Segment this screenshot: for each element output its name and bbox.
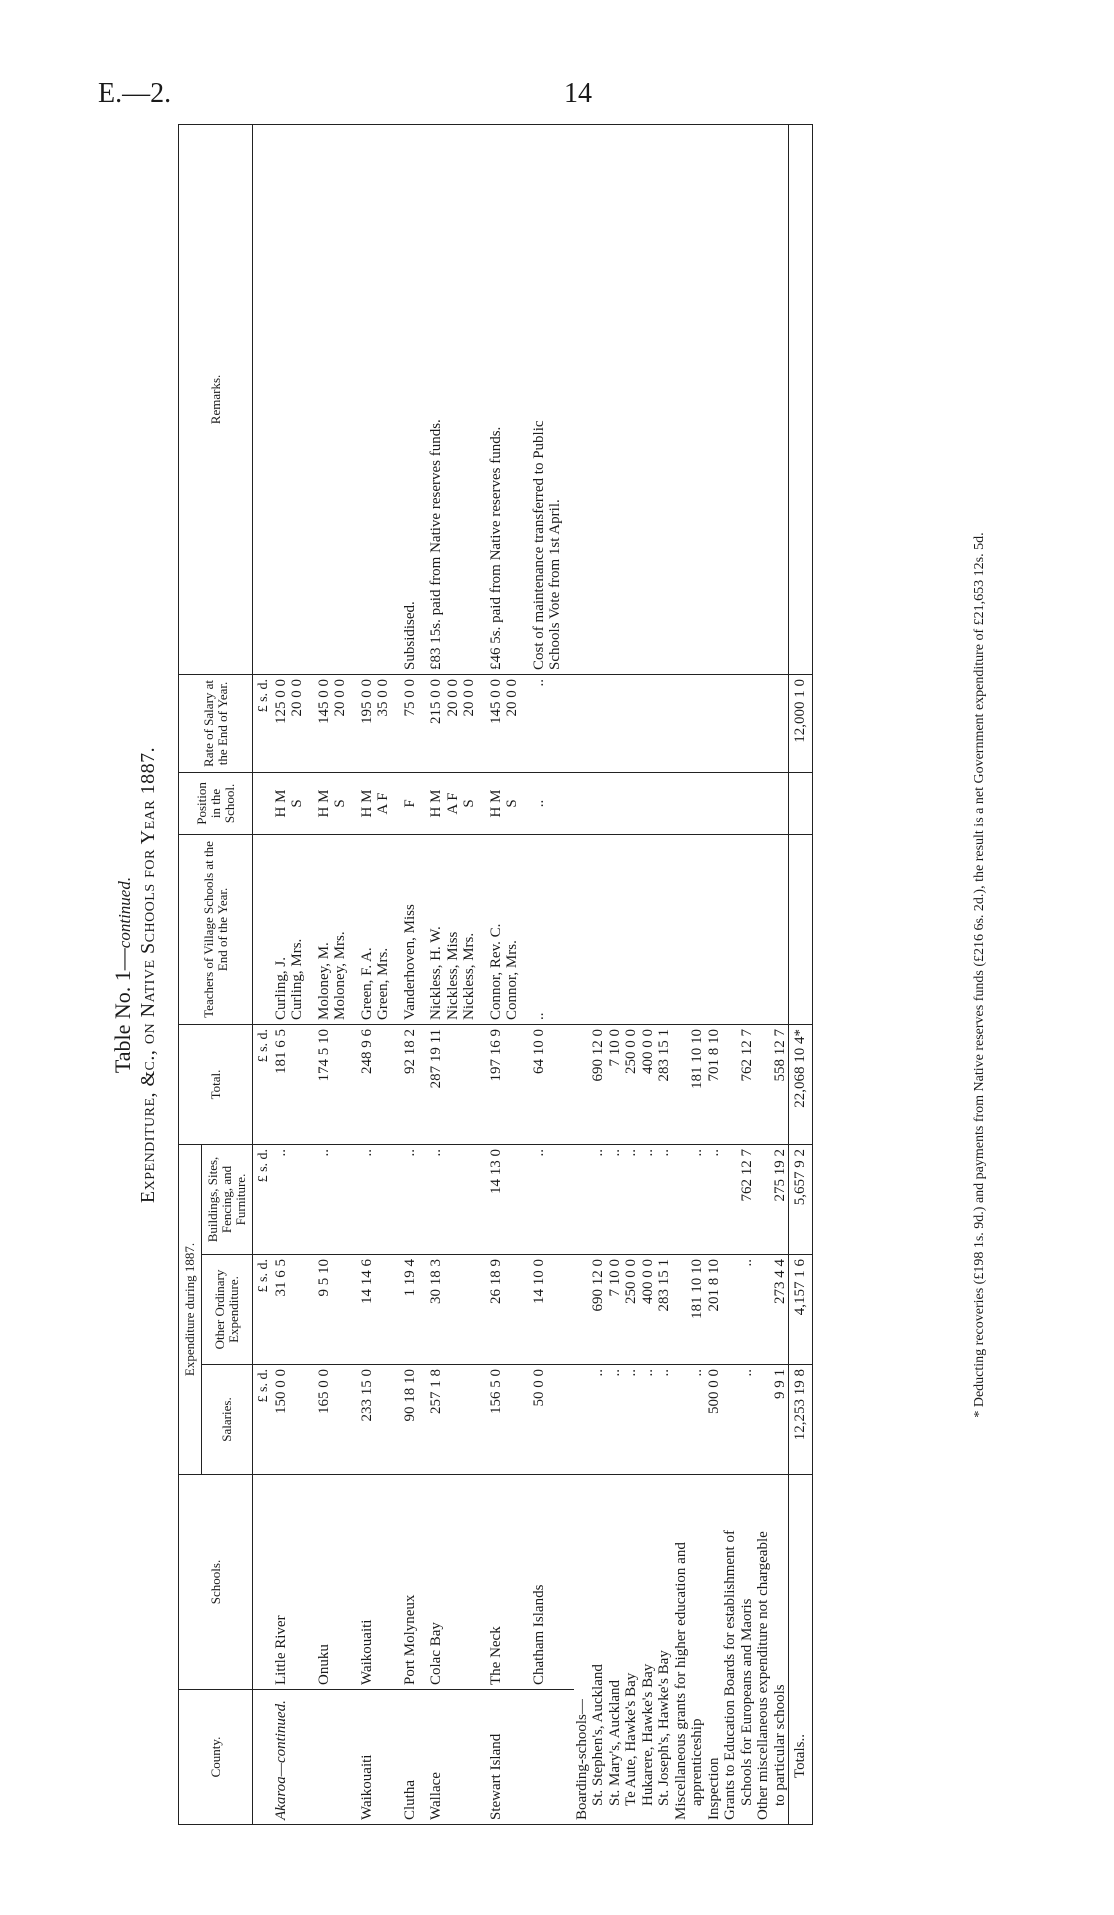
other-expenditure-cell: 14 10 0 (531, 1255, 574, 1365)
total-cell: 174 5 10 (316, 1024, 359, 1144)
col-remarks: Remarks. (179, 124, 253, 674)
county-cell: Akaroa—continued. (273, 1690, 316, 1825)
buildings-cell (574, 1144, 591, 1254)
salaries-cell (574, 1365, 591, 1475)
empty-cell (656, 834, 673, 1024)
empty-cell (574, 834, 591, 1024)
school-row (316, 124, 359, 1824)
other-expenditure-cell (722, 1255, 739, 1365)
teacher-names-line: Curling, Mrs. (289, 938, 305, 1020)
empty-cell (607, 772, 624, 834)
school-row (273, 124, 316, 1824)
teacher-names-line: Moloney, Mrs. (332, 931, 348, 1020)
salaries-cell: 156 5 0 (488, 1365, 531, 1475)
table-title: Table No. 1—continued. (110, 876, 135, 1074)
col-county: County. (179, 1690, 253, 1825)
salary-rates-line: 195 0 0 (358, 678, 375, 724)
total-cell: 248 9 6 (359, 1024, 402, 1144)
empty-cell (673, 834, 690, 1024)
other-expenditure-cell: 30 18 3 (428, 1255, 488, 1365)
col-schools: Schools. (179, 1475, 253, 1690)
total-cell: 197 16 9 (488, 1024, 531, 1144)
school-row (488, 124, 531, 1824)
teacher-positions-line: H M (428, 789, 444, 818)
salaries-cell: 165 0 0 (316, 1365, 359, 1475)
col-teachers: Teachers of Village Schools at the End of the Year. (179, 834, 253, 1024)
total-cell: 250 0 0 (623, 1024, 640, 1144)
empty-cell (574, 772, 591, 834)
page-number: 14 (564, 78, 592, 109)
buildings-cell: .. (623, 1144, 640, 1254)
misc-row (706, 124, 723, 1824)
salaries-cell (755, 1365, 772, 1475)
grand-total: 22,068 10 4* (789, 1024, 813, 1144)
school-name: Port Molyneux (402, 1475, 429, 1690)
teacher-names-line: Curling, J. (272, 957, 289, 1020)
misc-row (722, 124, 739, 1824)
empty-cell (739, 834, 756, 1024)
misc-label: Miscellaneous grants for higher education and (673, 1475, 690, 1825)
units-label: £ s. d. (253, 1144, 273, 1254)
empty-cell (623, 834, 640, 1024)
empty-cell (689, 674, 706, 772)
salary-rates-line: 75 0 0 (401, 678, 418, 717)
total-cell: 181 6 5 (273, 1024, 316, 1144)
empty-cell (789, 124, 813, 674)
teacher-positions-line: H M (272, 789, 289, 818)
empty-cell (739, 772, 756, 834)
teacher-positions-line: H M (487, 789, 504, 818)
empty-cell (590, 124, 607, 674)
units-label: £ s. d. (253, 674, 273, 772)
salary-rates (488, 674, 531, 772)
empty-cell (640, 772, 657, 834)
empty-cell (755, 772, 772, 834)
school-name: The Neck (488, 1475, 531, 1690)
teacher-names (359, 834, 402, 1024)
school-row (359, 124, 402, 1824)
school-name: Chatham Islands (531, 1475, 574, 1690)
total-cell: 701 8 10 (706, 1024, 723, 1144)
salaries-cell: 9 9 1 (772, 1365, 789, 1475)
other-expenditure-cell: 690 12 0 (590, 1255, 607, 1365)
col-total: Total. (179, 1024, 253, 1144)
other-expenditure-cell: 201 8 10 (706, 1255, 723, 1365)
col-rate: Rate of Salary at the End of Year. (179, 674, 253, 772)
buildings-cell: .. (607, 1144, 624, 1254)
salaries-cell: .. (607, 1365, 624, 1475)
remarks-cell (488, 124, 531, 674)
col-buildings: Buildings, Sites, Fencing, and Furniture. (202, 1144, 253, 1254)
school-name: Colac Bay (428, 1475, 488, 1690)
empty-cell (706, 834, 723, 1024)
misc-label: St. Mary's, Auckland (607, 1475, 624, 1825)
teacher-positions (316, 772, 359, 834)
teacher-names-line: Connor, Rev. C. (487, 923, 504, 1020)
teacher-positions-line: S (504, 799, 520, 808)
school-name: Waikouaiti (359, 1475, 402, 1690)
salaries-cell (673, 1365, 690, 1475)
remarks-cell (428, 124, 488, 674)
salaries-cell: 500 0 0 (706, 1365, 723, 1475)
empty-cell (772, 772, 789, 834)
empty-cell (673, 124, 690, 674)
empty-cell (706, 124, 723, 674)
total-cell (755, 1024, 772, 1144)
empty-cell (640, 124, 657, 674)
empty-cell (755, 124, 772, 674)
salary-rates-line: 20 0 0 (444, 678, 461, 717)
empty-cell (739, 674, 756, 772)
empty-cell (574, 124, 591, 674)
teacher-positions-line: F (401, 799, 418, 808)
misc-label: Hukarere, Hawke's Bay (640, 1475, 657, 1825)
teacher-positions-line: .. (530, 799, 547, 808)
misc-label: Boarding-schools— (574, 1475, 591, 1825)
total-cell: 762 12 7 (739, 1024, 756, 1144)
teacher-positions-line: H M (358, 789, 375, 818)
remarks-cell (531, 124, 574, 674)
total-cell: 7 10 0 (607, 1024, 624, 1144)
buildings-cell: 762 12 7 (739, 1144, 756, 1254)
empty-cell (623, 674, 640, 772)
buildings-cell: .. (706, 1144, 723, 1254)
teacher-names (316, 834, 359, 1024)
total-cell: 181 10 10 (689, 1024, 706, 1144)
units-label: £ s. d. (253, 1024, 273, 1144)
total-cell: 92 18 2 (402, 1024, 429, 1144)
total-cell (574, 1024, 591, 1144)
empty-cell (656, 124, 673, 674)
salary-rates-line: 145 0 0 (315, 678, 332, 724)
total-cell: 287 19 11 (428, 1024, 488, 1144)
misc-label: Te Aute, Hawke's Bay (623, 1475, 640, 1825)
salaries-cell: .. (590, 1365, 607, 1475)
school-row (428, 124, 488, 1824)
empty-cell (623, 772, 640, 834)
other-expenditure-cell: 7 10 0 (607, 1255, 624, 1365)
teacher-positions (359, 772, 402, 834)
buildings-cell: .. (640, 1144, 657, 1254)
salaries-cell: .. (689, 1365, 706, 1475)
teacher-names (488, 834, 531, 1024)
buildings-cell: .. (402, 1144, 429, 1254)
misc-label: Other miscellaneous expenditure not chargeable (755, 1475, 772, 1825)
other-expenditure-cell: 14 14 6 (359, 1255, 402, 1365)
other-expenditure-cell: 31 6 5 (273, 1255, 316, 1365)
salaries-cell: 90 18 10 (402, 1365, 429, 1475)
misc-row (640, 124, 657, 1824)
buildings-cell (673, 1144, 690, 1254)
teacher-positions-line: S (332, 799, 348, 808)
salaries-cell: .. (656, 1365, 673, 1475)
salary-rates-line: .. (530, 678, 547, 687)
misc-row (574, 124, 591, 1824)
other-expenditure-cell: 250 0 0 (623, 1255, 640, 1365)
salary-rates (402, 674, 429, 772)
county-cell (316, 1690, 359, 1825)
table-body (253, 124, 813, 1824)
salaries-cell: .. (739, 1365, 756, 1475)
empty-cell (590, 772, 607, 834)
buildings-cell: .. (689, 1144, 706, 1254)
total-cell: 690 12 0 (590, 1024, 607, 1144)
teacher-names-line: Green, F. A. (358, 947, 375, 1020)
remarks-cell-line: Schools Vote from 1st April. (547, 499, 563, 670)
empty-cell (574, 674, 591, 772)
salaries-cell (722, 1365, 739, 1475)
other-expenditure-cell: 1 19 4 (402, 1255, 429, 1365)
misc-row (689, 124, 706, 1824)
misc-row (772, 124, 789, 1824)
remarks-cell (273, 124, 316, 674)
other-expenditure-cell (673, 1255, 690, 1365)
other-expenditure-cell: 9 5 10 (316, 1255, 359, 1365)
misc-row (673, 124, 690, 1824)
empty-cell (689, 834, 706, 1024)
empty-cell (673, 674, 690, 772)
misc-row (623, 124, 640, 1824)
remarks-cell-line: Cost of maintenance transferred to Public (530, 420, 547, 670)
empty-cell (640, 674, 657, 772)
total-cell (722, 1024, 739, 1144)
total-other-expenditure: 4,157 1 6 (789, 1255, 813, 1365)
salary-rates (428, 674, 488, 772)
teacher-positions-line: H M (315, 789, 332, 818)
empty-cell (706, 674, 723, 772)
misc-label: St. Stephen's, Auckland (590, 1475, 607, 1825)
empty-cell (706, 772, 723, 834)
units-label: £ s. d. (253, 1255, 273, 1365)
other-expenditure-cell: 181 10 10 (689, 1255, 706, 1365)
county-cell: Stewart Island (488, 1690, 531, 1825)
misc-row (656, 124, 673, 1824)
teacher-positions-line: S (461, 799, 477, 808)
salary-rates-line: 35 0 0 (375, 678, 391, 717)
misc-label: Grants to Education Boards for establishment of (722, 1475, 739, 1825)
teacher-positions-line: A F (444, 792, 461, 815)
misc-label: apprenticeship (689, 1475, 706, 1825)
total-cell: 64 10 0 (531, 1024, 574, 1144)
empty-cell (722, 674, 739, 772)
teacher-names (402, 834, 429, 1024)
salaries-cell: 233 15 0 (359, 1365, 402, 1475)
empty-cell (623, 124, 640, 674)
salaries-cell: 50 0 0 (531, 1365, 574, 1475)
col-salaries: Salaries. (202, 1365, 253, 1475)
total-cell: 558 12 7 (772, 1024, 789, 1144)
county-cell: Wallace (428, 1690, 488, 1825)
buildings-cell: 275 19 2 (772, 1144, 789, 1254)
total-cell: 400 0 0 (640, 1024, 657, 1144)
other-expenditure-cell (574, 1255, 591, 1365)
buildings-cell: .. (590, 1144, 607, 1254)
other-expenditure-cell: 283 15 1 (656, 1255, 673, 1365)
empty-cell (722, 124, 739, 674)
misc-row (755, 124, 772, 1824)
total-salaries: 12,253 19 8 (789, 1365, 813, 1475)
salary-rates-line: 20 0 0 (504, 678, 520, 717)
salary-rates (531, 674, 574, 772)
teacher-names-line: Nickless, H. W. (428, 926, 444, 1020)
salary-rates (316, 674, 359, 772)
salary-rates-line: 20 0 0 (461, 678, 477, 717)
empty-cell (722, 834, 739, 1024)
salary-rates-line: 20 0 0 (332, 678, 348, 717)
remarks-cell-line: Subsidised. (401, 601, 418, 670)
empty-cell (607, 834, 624, 1024)
school-name: Onuku (316, 1475, 359, 1690)
page-code: E.—2. (98, 78, 172, 109)
teacher-names-line: Nickless, Mrs. (461, 932, 477, 1020)
salary-rates-line: 125 0 0 (272, 678, 289, 724)
buildings-cell (722, 1144, 739, 1254)
teacher-names-line: Vanderhoven, Miss (401, 904, 418, 1020)
other-expenditure-cell: 26 18 9 (488, 1255, 531, 1365)
teacher-positions (402, 772, 429, 834)
county-cell (531, 1690, 574, 1825)
other-expenditure-cell: 400 0 0 (640, 1255, 657, 1365)
teacher-positions (273, 772, 316, 834)
empty-cell (772, 124, 789, 674)
empty-cell (607, 674, 624, 772)
salary-rates (359, 674, 402, 772)
teacher-names (531, 834, 574, 1024)
empty-cell (772, 674, 789, 772)
salary-rates-line: 20 0 0 (289, 678, 305, 717)
salaries-cell: 150 0 0 (273, 1365, 316, 1475)
remarks-cell (402, 124, 429, 674)
total-cell (673, 1024, 690, 1144)
teacher-positions (531, 772, 574, 834)
empty-cell (722, 772, 739, 834)
teacher-names-line: .. (530, 1012, 547, 1020)
units-row (253, 124, 273, 1824)
misc-label: to particular schools (772, 1475, 789, 1825)
empty-cell (772, 834, 789, 1024)
misc-label: Schools for Europeans and Maoris (739, 1475, 756, 1825)
teacher-positions (488, 772, 531, 834)
other-expenditure-cell (755, 1255, 772, 1365)
rotated-table-page (110, 125, 1040, 1825)
expenditure-table (178, 124, 813, 1825)
school-row (402, 124, 429, 1824)
buildings-cell (755, 1144, 772, 1254)
empty-cell (755, 674, 772, 772)
teacher-names (428, 834, 488, 1024)
school-name: Little River (273, 1475, 316, 1690)
teacher-names-line: Nickless, Miss (444, 931, 461, 1020)
col-position: Position in the School. (179, 772, 253, 834)
teacher-names (273, 834, 316, 1024)
salaries-cell: 257 1 8 (428, 1365, 488, 1475)
other-expenditure-cell: .. (739, 1255, 756, 1365)
salary-rates (273, 674, 316, 772)
empty-cell (656, 772, 673, 834)
empty-cell (640, 834, 657, 1024)
remarks-cell (316, 124, 359, 674)
teacher-names-line: Moloney, M. (315, 942, 332, 1020)
buildings-cell: .. (273, 1144, 316, 1254)
misc-row (607, 124, 624, 1824)
buildings-cell: .. (316, 1144, 359, 1254)
footnote: * Deducting recoveries (£198 1s. 9d.) and payments from Native reserves funds (£216 6s. 2d.), the result is a net Government expenditure of £21,653 12s. 5d. (972, 532, 987, 1418)
total-buildings: 5,657 9 2 (789, 1144, 813, 1254)
teacher-positions-line: S (289, 799, 305, 808)
empty-cell (673, 772, 690, 834)
remarks-cell (359, 124, 402, 674)
buildings-cell: .. (531, 1144, 574, 1254)
teacher-names-line: Green, Mrs. (375, 947, 391, 1020)
empty-cell (689, 124, 706, 674)
school-row (531, 124, 574, 1824)
teacher-names-line: Connor, Mrs. (504, 940, 520, 1020)
table-subtitle: Expenditure, &c., on Native Schools for Year 1887. (137, 746, 159, 1204)
buildings-cell: .. (428, 1144, 488, 1254)
county-cell: Clutha (402, 1690, 429, 1825)
other-expenditure-cell: 273 4 4 (772, 1255, 789, 1365)
remarks-cell-line: £83 15s. paid from Native reserves funds. (428, 419, 444, 670)
col-other: Other Ordinary Expenditure. (202, 1255, 253, 1365)
totals-label: Totals.. (789, 1475, 813, 1825)
empty-cell (789, 834, 813, 1024)
total-salary-rate: 12,000 1 0 (789, 674, 813, 772)
county-cell: Waikouaiti (359, 1690, 402, 1825)
empty-cell (590, 834, 607, 1024)
misc-row (590, 124, 607, 1824)
empty-cell (689, 772, 706, 834)
empty-cell (607, 124, 624, 674)
buildings-cell: 14 13 0 (488, 1144, 531, 1254)
misc-label: St. Joseph's, Hawke's Bay (656, 1475, 673, 1825)
salary-rates-line: 145 0 0 (487, 678, 504, 724)
empty-cell (755, 834, 772, 1024)
teacher-positions (428, 772, 488, 834)
buildings-cell: .. (656, 1144, 673, 1254)
misc-label: Inspection (706, 1475, 723, 1825)
salary-rates-line: 215 0 0 (428, 678, 444, 724)
totals-row (789, 124, 813, 1824)
total-cell: 283 15 1 (656, 1024, 673, 1144)
empty-cell (739, 124, 756, 674)
col-expenditure-group: Expenditure during 1887. (179, 1144, 202, 1474)
empty-cell (789, 772, 813, 834)
buildings-cell: .. (359, 1144, 402, 1254)
empty-cell (590, 674, 607, 772)
units-label: £ s. d. (253, 1365, 273, 1475)
teacher-positions-line: A F (375, 792, 391, 815)
salaries-cell: .. (640, 1365, 657, 1475)
misc-row (739, 124, 756, 1824)
remarks-cell-line: £46 5s. paid from Native reserves funds. (487, 426, 504, 670)
empty-cell (656, 674, 673, 772)
salaries-cell: .. (623, 1365, 640, 1475)
